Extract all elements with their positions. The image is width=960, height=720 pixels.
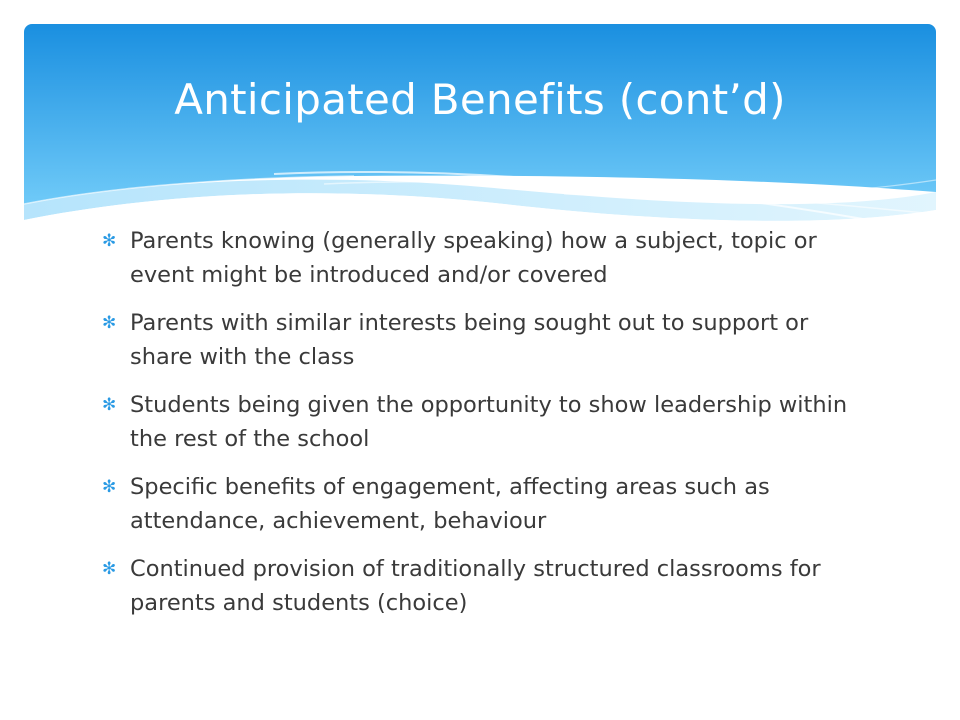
asterisk-bullet-icon: ✻ bbox=[102, 559, 117, 579]
bullet-list bbox=[102, 224, 862, 634]
asterisk-bullet-icon: ✻ bbox=[102, 313, 117, 333]
bullet-text: Parents with similar interests being sought out to support or share with the class bbox=[130, 310, 809, 370]
bullet-item bbox=[102, 552, 862, 620]
bullet-item bbox=[102, 470, 862, 538]
bullet-text: Continued provision of traditionally structured classrooms for parents and students (choice) bbox=[130, 556, 821, 616]
asterisk-bullet-icon: ✻ bbox=[102, 477, 117, 497]
asterisk-bullet-icon: ✻ bbox=[102, 231, 117, 251]
slide-title: Anticipated Benefits (cont’d) bbox=[174, 75, 786, 124]
bullet-item bbox=[102, 224, 862, 292]
asterisk-bullet-icon: ✻ bbox=[102, 395, 117, 415]
bullet-item bbox=[102, 306, 862, 374]
bullet-text: Parents knowing (generally speaking) how a subject, topic or event might be introduced and/or covered bbox=[130, 228, 817, 288]
bullet-item bbox=[102, 388, 862, 456]
bullet-text: Specific benefits of engagement, affecting areas such as attendance, achievement, behaviour bbox=[130, 474, 770, 534]
bullet-text: Students being given the opportunity to show leadership within the rest of the school bbox=[130, 392, 848, 452]
